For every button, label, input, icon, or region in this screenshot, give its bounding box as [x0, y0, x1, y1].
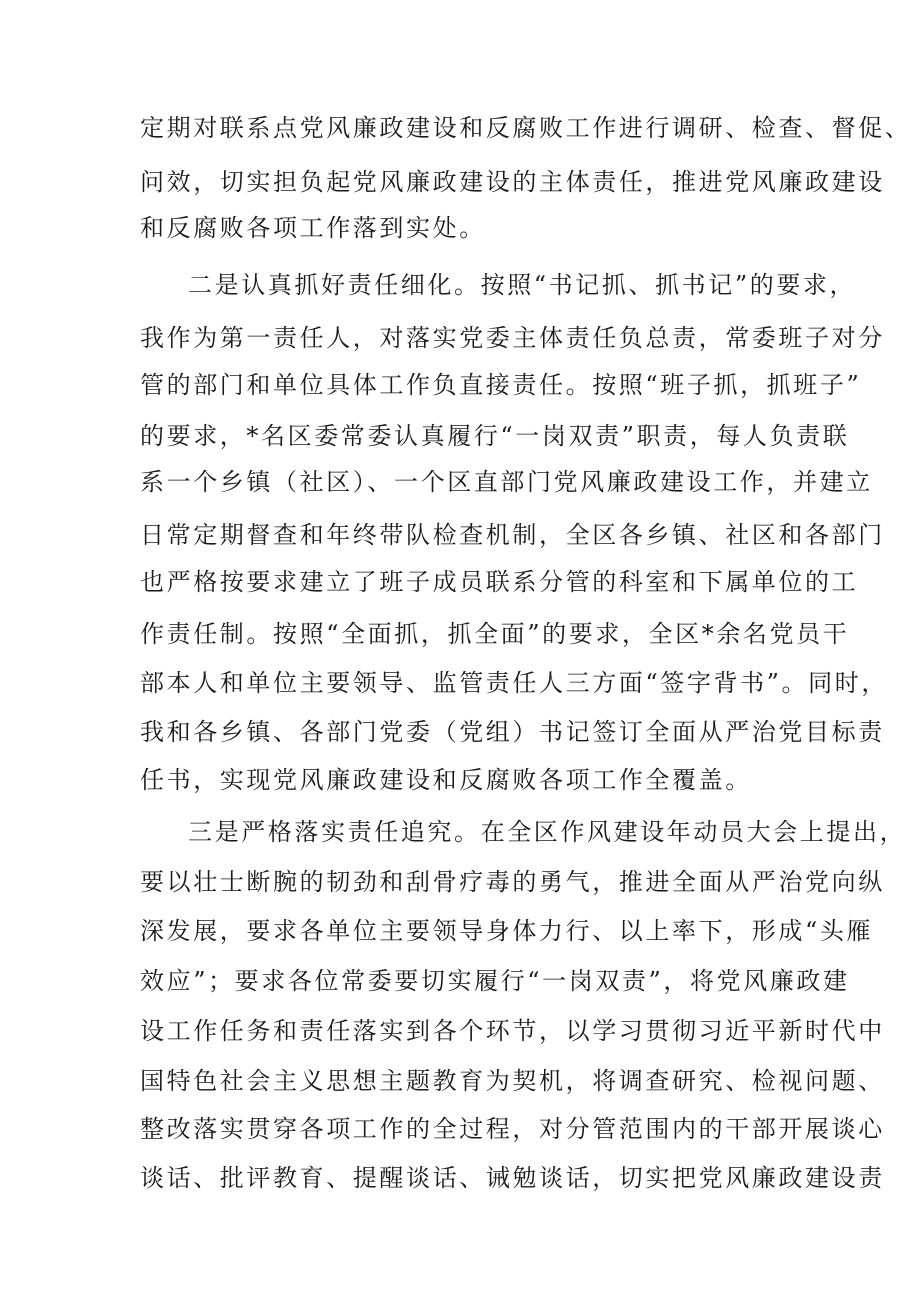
- paragraph-start-line: 二是认真抓好责任细化。按照“书记抓、抓书记”的要求，: [188, 271, 857, 299]
- text-line: 整改落实贯穿各项工作的全过程，对分管范围内的干部开展谈心: [140, 1115, 885, 1143]
- text-line: 的要求，*名区委常委认真履行“一岗双责”职责，每人负责联: [140, 422, 850, 450]
- text-line: 日常定期督查和年终带队检查机制，全区各乡镇、社区和各部门: [140, 521, 885, 549]
- text-line: 效应”；要求各位常委要切实履行“一岗双责”，将党风廉政建: [140, 967, 850, 995]
- text-line: 设工作任务和责任落实到各个环节，以学习贯彻习近平新时代中: [140, 1017, 885, 1045]
- text-line: 系一个乡镇（社区）、一个区直部门党风廉政建设工作，并建立: [140, 468, 873, 496]
- text-line: 管的部门和单位具体工作负直接责任。按照“班子抓，抓班子”: [140, 371, 862, 399]
- text-line: 问效，切实担负起党风廉政建设的主体责任，推进党风廉政建设: [140, 168, 885, 196]
- text-line: 深发展，要求各单位主要领导身体力行、以上率下，形成“头雁: [140, 917, 874, 945]
- text-line: 部本人和单位主要领导、监管责任人三方面“签字背书”。同时，: [140, 669, 888, 697]
- text-line: 我作为第一责任人，对落实党委主体责任负总责，常委班子对分: [140, 324, 885, 352]
- text-line: 国特色社会主义思想主题教育为契机，将调查研究、检视问题、: [140, 1067, 885, 1095]
- paragraph-start-line: 三是严格落实责任追究。在全区作风建设年动员大会上提出，: [188, 818, 907, 846]
- text-line: 要以壮士断腕的韧劲和刮骨疗毒的勇气，推进全面从严治党向纵: [140, 868, 885, 896]
- text-line: 也严格按要求建立了班子成员联系分管的科室和下属单位的工: [140, 568, 859, 596]
- text-line: 和反腐败各项工作落到实处。: [140, 214, 486, 242]
- text-line: 定期对联系点党风廉政建设和反腐败工作进行调研、检查、督促、: [140, 114, 912, 142]
- text-line: 谈话、批评教育、提醒谈话、诫勉谈话，切实把党风廉政建设责: [140, 1164, 885, 1192]
- text-line: 作责任制。按照“全面抓，抓全面”的要求，全区*余名党员干: [140, 620, 850, 648]
- text-line: 任书，实现党风廉政建设和反腐败各项工作全覆盖。: [140, 766, 752, 794]
- text-line: 我和各乡镇、各部门党委（党组）书记签订全面从严治党目标责: [140, 718, 885, 746]
